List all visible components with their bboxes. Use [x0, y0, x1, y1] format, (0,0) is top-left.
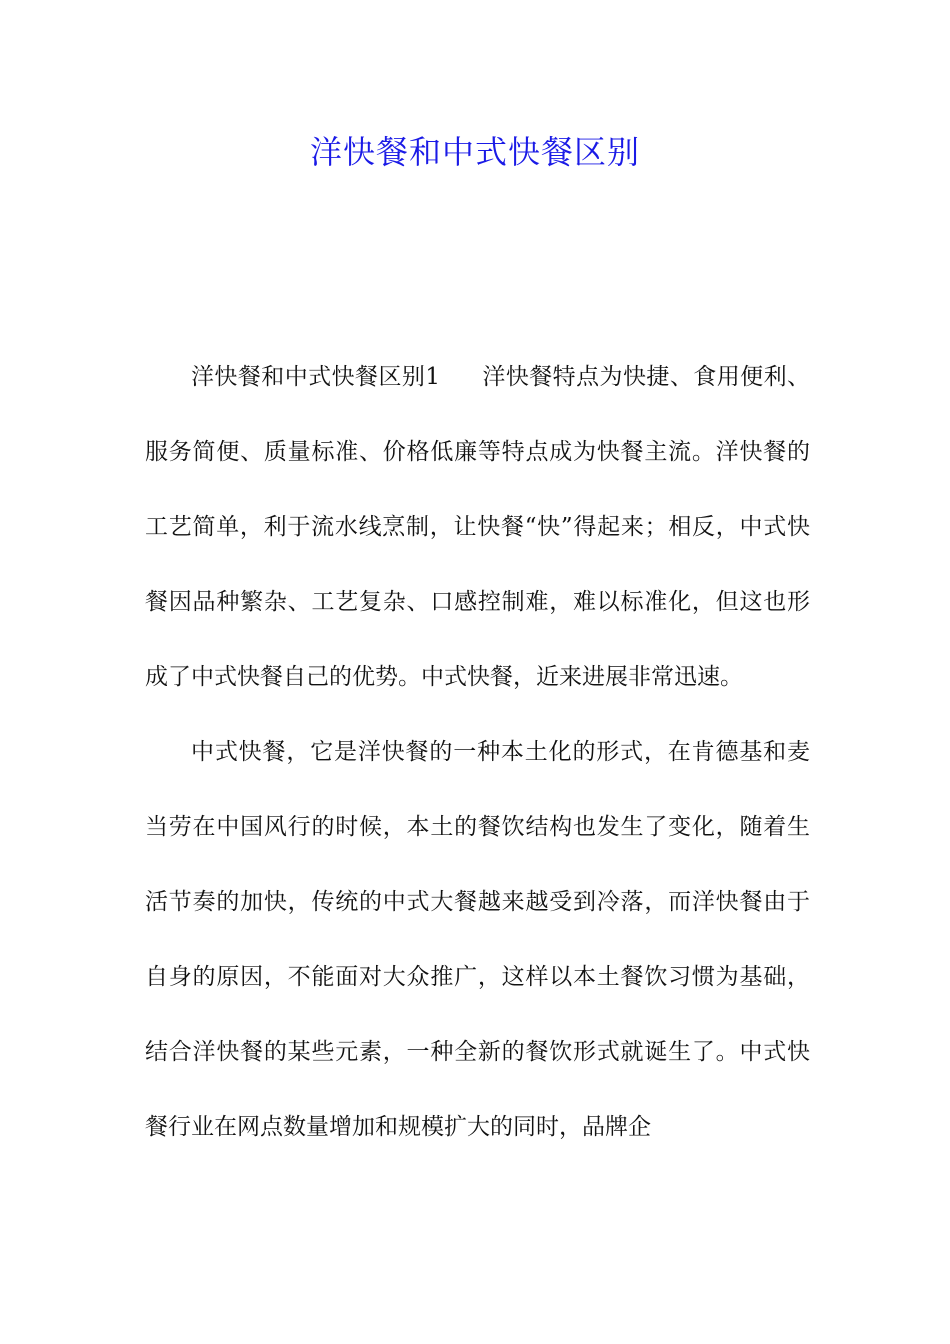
paragraph-2: [145, 715, 810, 1165]
document-body: [145, 340, 810, 1165]
document-title: 洋快餐和中式快餐区别: [309, 133, 640, 171]
paragraph-1: [145, 340, 810, 715]
paragraph-1-heading: 洋快餐和中式快餐区别1: [191, 364, 440, 390]
paragraph-1-text: 洋快餐特点为快捷、食用便利、服务简便、质量标准、价格低廉等特点成为快餐主流。洋快餐的工艺简单，利于流水线烹制，让快餐“快”得起来；相反，中式快餐因品种繁杂、工艺复杂、口感控制难，难以标准化，但这也形成了中式快餐自己的优势。中式快餐，近来进展非常迅速。: [145, 364, 810, 690]
paragraph-2-text: 中式快餐，它是洋快餐的一种本土化的形式，在肯德基和麦当劳在中国风行的时候，本土的餐饮结构也发生了变化，随着生活节奏的加快，传统的中式大餐越来越受到冷落，而洋快餐由于自身的原因，不能面对大众推广，这样以本土餐饮习惯为基础，结合洋快餐的某些元素，一种全新的餐饮形式就诞生了。中式快餐行业在网点数量增加和规模扩大的同时，品牌企: [145, 739, 810, 1140]
